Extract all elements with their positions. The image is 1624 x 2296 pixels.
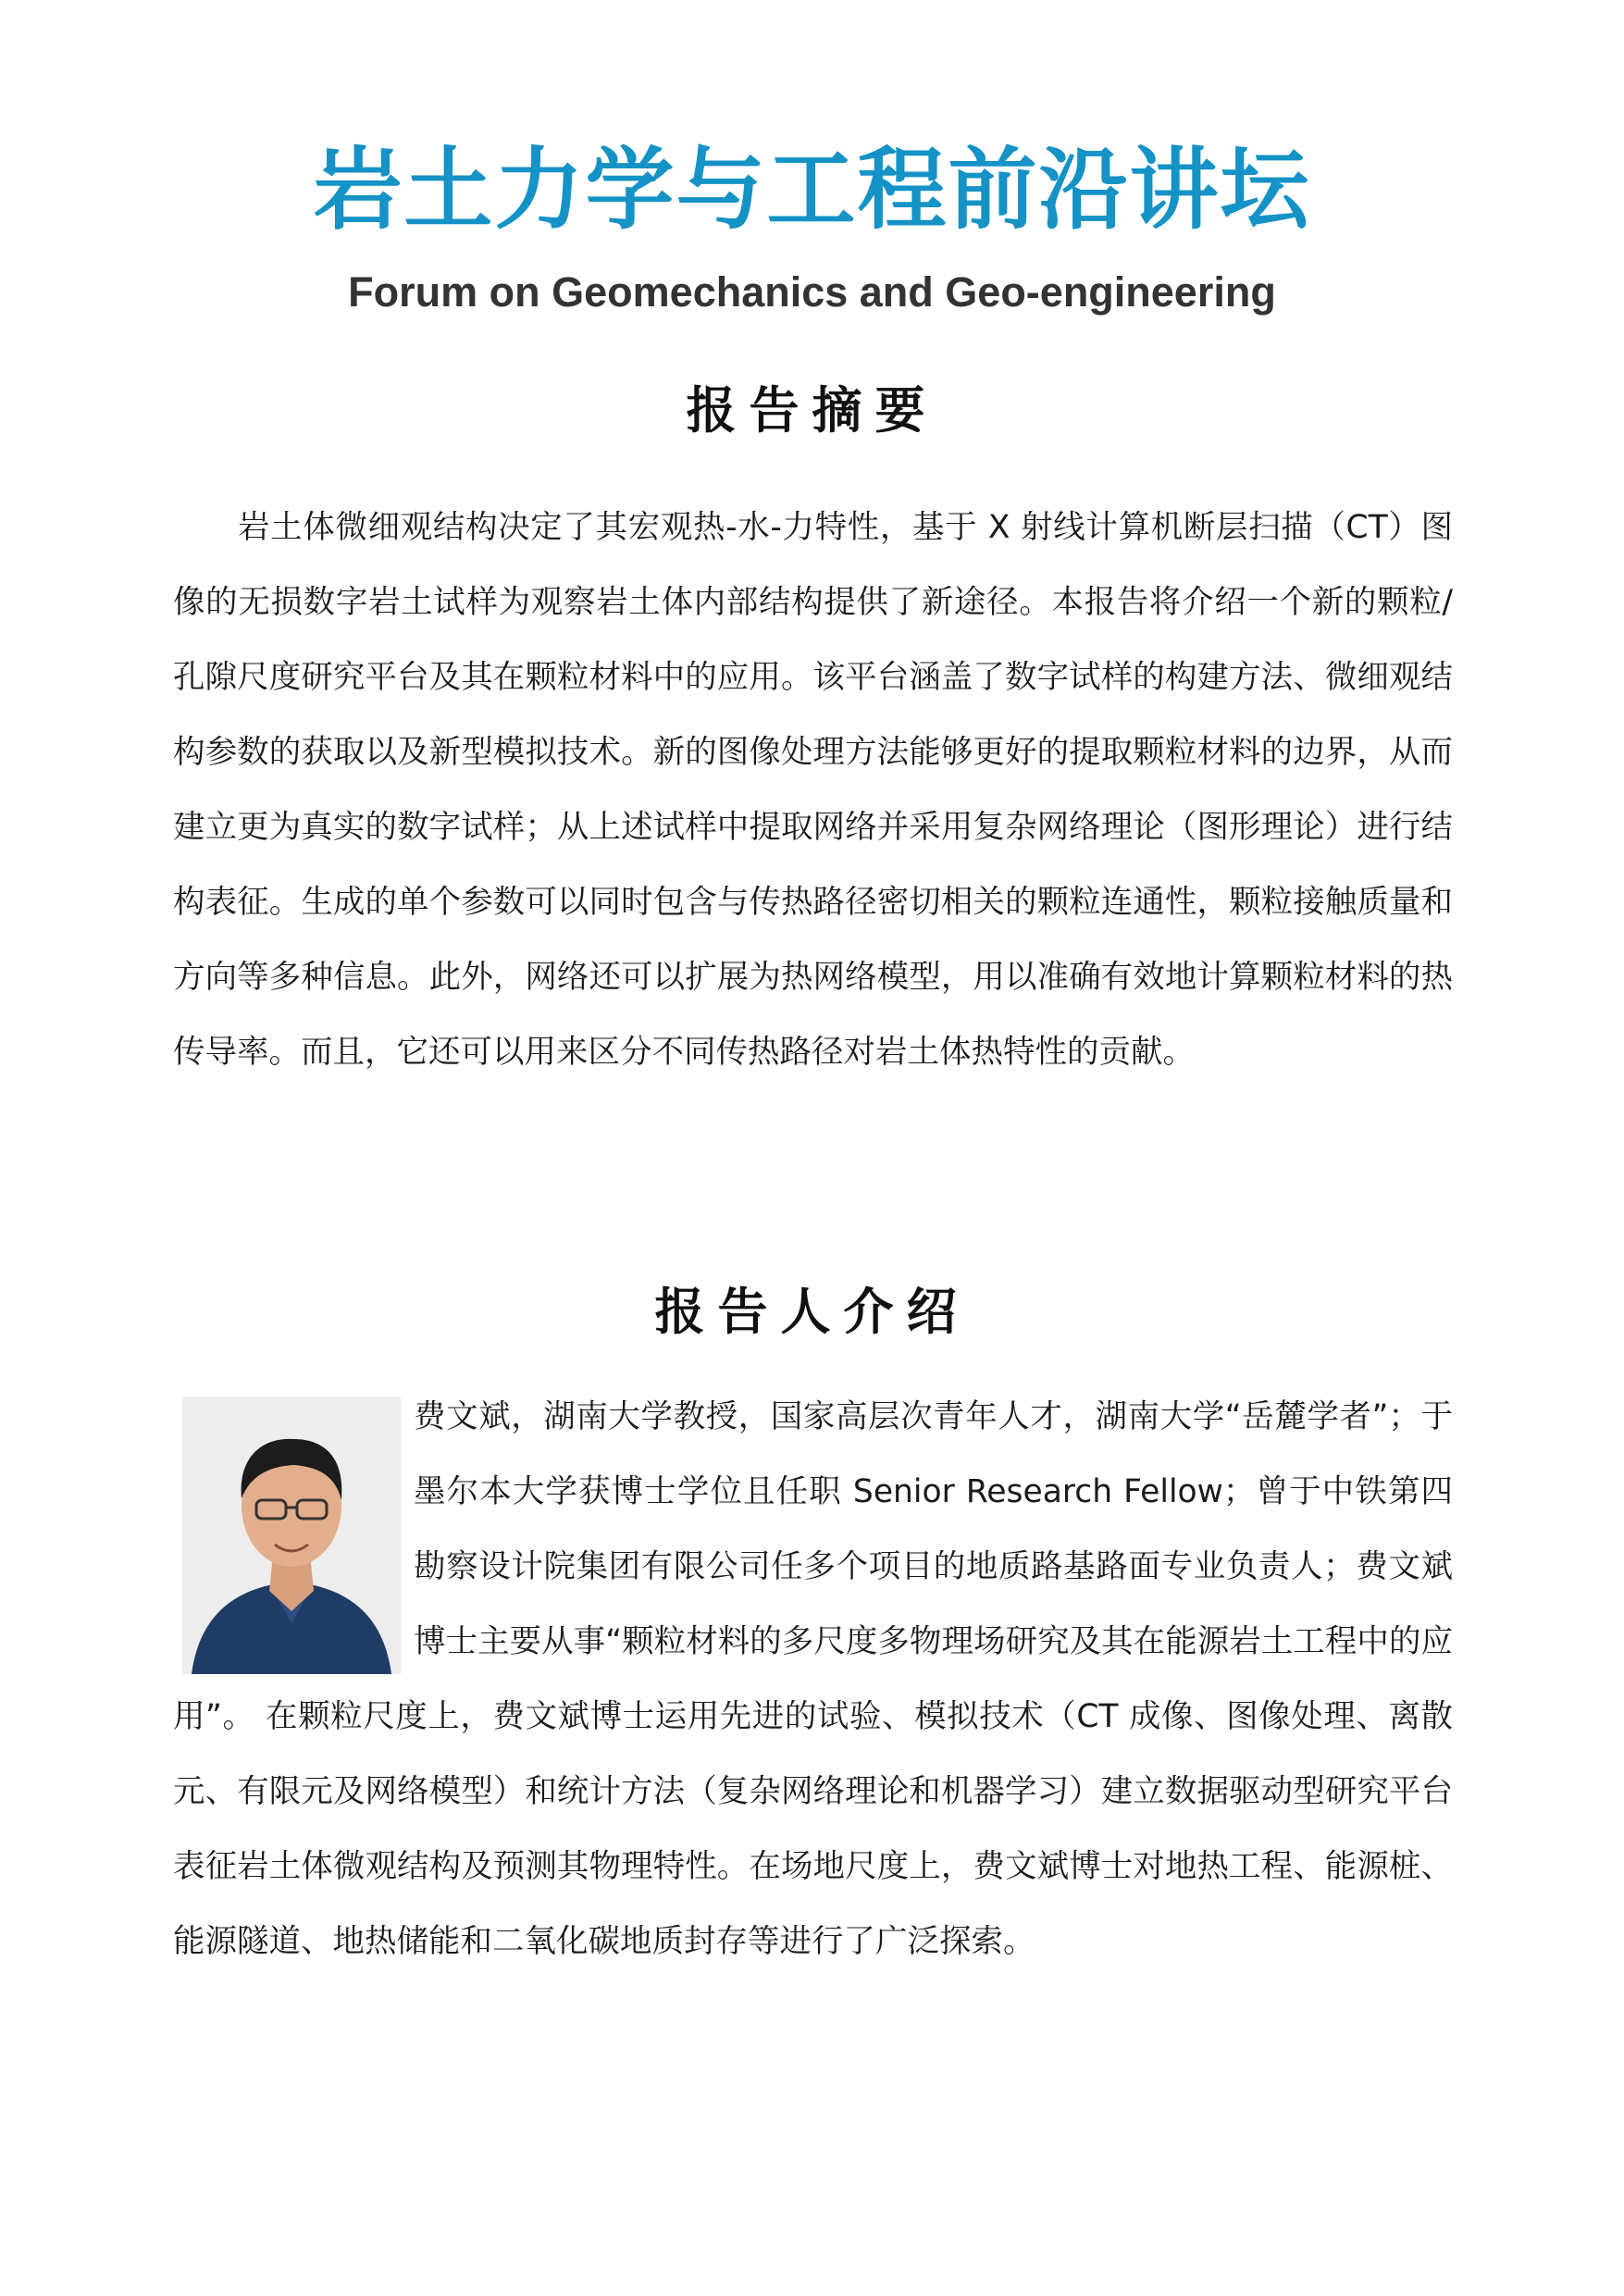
speaker-portrait-icon: [182, 1396, 401, 1674]
speaker-heading: 报告人介绍: [654, 1283, 970, 1341]
abstract-heading: 报告摘要: [686, 381, 938, 440]
speaker-bio-text: 费文斌，湖南大学教授，国家高层次青年人才，湖南大学“岳麓学者”；于墨尔本大学获博士学位且任职 Senior Research Fellow；曾于中铁第四勘察设计院集团有限公司任多个项目的地质路基路面专业负责人；费文斌博士主要从事“颗粒材料的多尺度多物理场研究及其在能源岩土工程中的应用”。 在颗粒尺度上，费文斌博士运用先进的试验、模拟技术（CT 成像、图像处理、离散元、有限元及网络模型）和统计方法（复杂网络理论和机器学习）建立数据驱动型研究平台表征岩土体微观结构及预测其物理特性。在场地尺度上，费文斌博士对地热工程、能源桩、能源隧道、地热储能和二氧化碳地质封存等进行了广泛探索。: [173, 1398, 1453, 1960]
forum-title-en: Forum on Geomechanics and Geo-engineering: [348, 268, 1276, 316]
speaker-photo: [182, 1396, 401, 1674]
speaker-bio: [173, 1380, 1453, 1980]
abstract-paragraph: 岩土体微细观结构决定了其宏观热-水-力特性，基于 X 射线计算机断层扫描（CT）图像的无损数字岩土试样为观察岩土体内部结构提供了新途径。本报告将介绍一个新的颗粒/孔隙尺度研究平台及其在颗粒材料中的应用。该平台涵盖了数字试样的构建方法、微细观结构参数的获取以及新型模拟技术。新的图像处理方法能够更好的提取颗粒材料的边界，从而建立更为真实的数字试样；从上述试样中提取网络并采用复杂网络理论（图形理论）进行结构表征。生成的单个参数可以同时包含与传热路径密切相关的颗粒连通性，颗粒接触质量和方向等多种信息。此外，网络还可以扩展为热网络模型，用以准确有效地计算颗粒材料的热传导率。而且，它还可以用来区分不同传热路径对岩土体热特性的贡献。: [173, 509, 1453, 1071]
forum-title-cn: 岩土力学与工程前沿讲坛: [313, 138, 1311, 242]
